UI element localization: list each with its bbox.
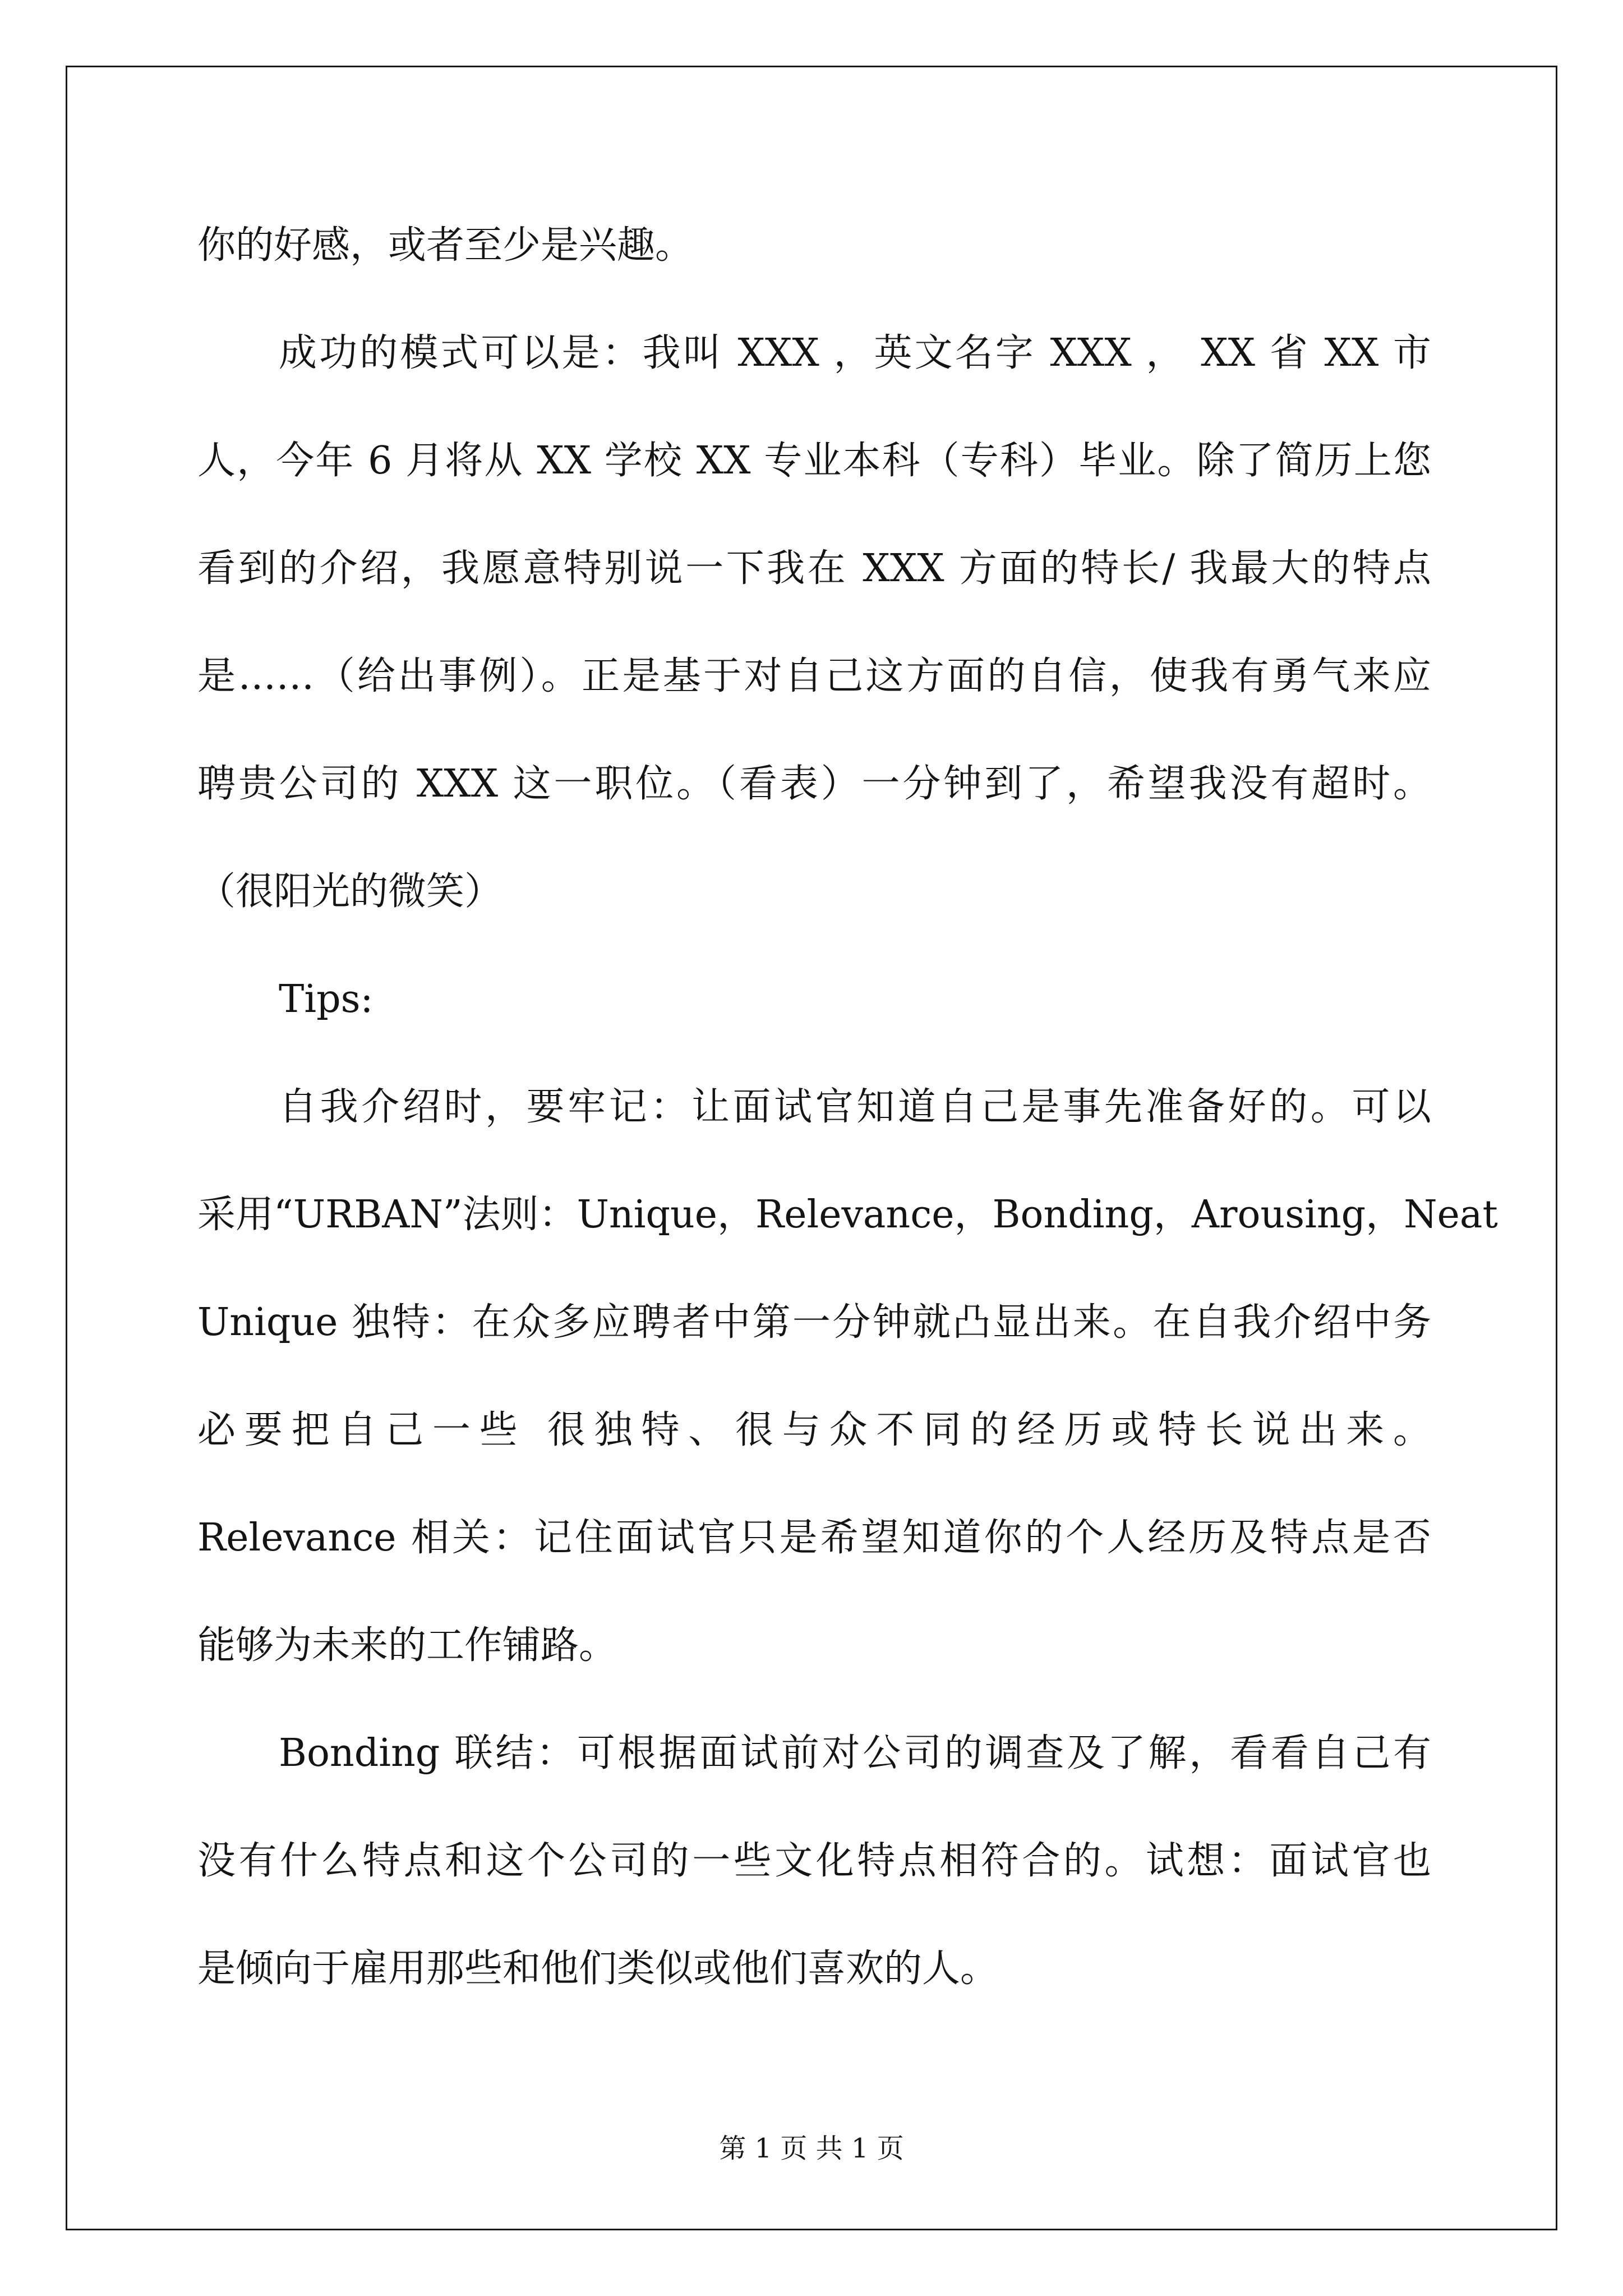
text-line: 是倾向于雇用那些和他们类似或他们喜欢的人。 [197,1947,999,1991]
text-line: 能够为未来的工作铺路。 [197,1623,617,1668]
page-footer: 第 1 页 共 1 页 [719,2133,904,2164]
text-line: Bonding 联结：可根据面试前对公司的调查及了解，看看自己有 [279,1731,1431,1775]
text-line: （很阳光的微笑） [197,869,503,914]
text-line: 必要把自己一些 很独特、很与众不同的经历或特长说出来。 [197,1408,1431,1452]
text-line: 没有什么特点和这个公司的一些文化特点相符合的。试想：面试官也 [197,1839,1431,1883]
text-line: 采用“URBAN”法则：Unique，Relevance，Bonding，Arousing，Neat [197,1193,1498,1237]
text-line: Unique 独特：在众多应聘者中第一分钟就凸显出来。在自我介绍中务 [197,1300,1431,1345]
text-line: 聘贵公司的 XXX 这一职位。（看表）一分钟到了，希望我没有超时。 [197,762,1431,806]
page-border [66,66,1557,2230]
text-line: 自我介绍时，要牢记：让面试官知道自己是事先准备好的。可以 [279,1085,1431,1129]
text-line: 成功的模式可以是：我叫 XXX ，英文名字 XXX ， XX 省 XX 市 [279,331,1431,375]
text-line: Relevance 相关：记住面试官只是希望知道你的个人经历及特点是否 [197,1516,1431,1560]
text-line: 人，今年 6 月将从 XX 学校 XX 专业本科（专科）毕业。除了简历上您 [197,439,1431,483]
text-line: Tips: [279,977,374,1022]
text-line: 你的好感，或者至少是兴趣。 [197,223,694,268]
text-line: 看到的介绍，我愿意特别说一下我在 XXX 方面的特长/ 我最大的特点 [197,546,1431,591]
text-line: 是……（给出事例）。正是基于对自己这方面的自信，使我有勇气来应 [197,654,1431,698]
